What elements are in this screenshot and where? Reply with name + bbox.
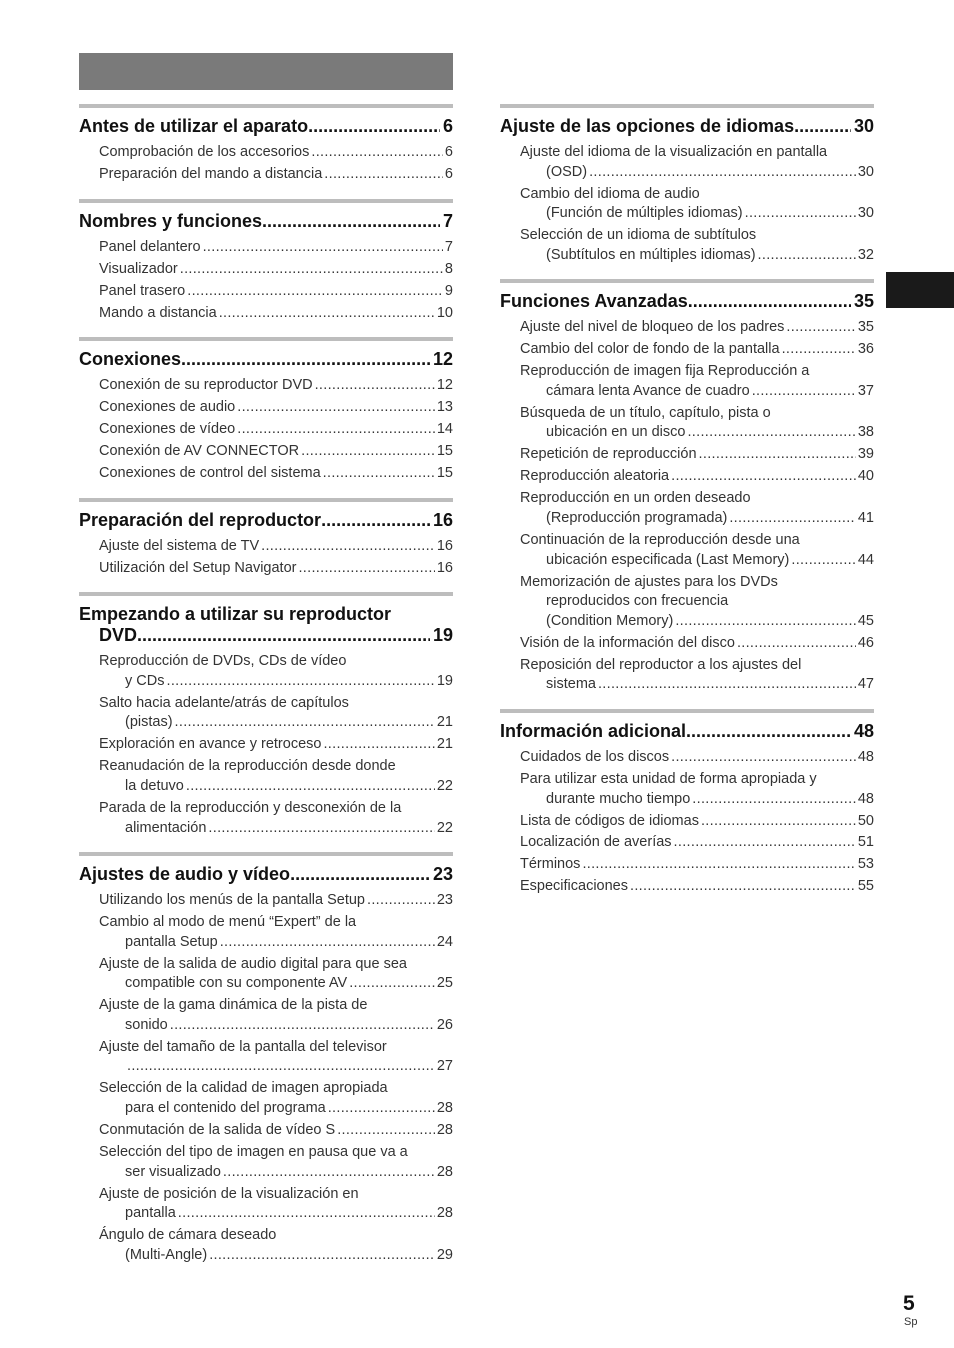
entry-title-continued	[99, 713, 453, 733]
toc-entry[interactable]	[500, 467, 874, 487]
toc-entry[interactable]	[79, 1143, 453, 1182]
entry-title-line: reproducidos con frecuencia	[546, 593, 729, 610]
entry-title-continued	[520, 612, 874, 632]
entry-title-line: ubicación en un disco	[546, 424, 686, 441]
toc-entry[interactable]	[500, 318, 874, 338]
entry-page: 25	[436, 975, 453, 992]
entry-title: Comprobación de los accesorios	[99, 144, 310, 160]
entry-page: 28	[436, 1163, 453, 1180]
entry-page: 23	[436, 892, 453, 909]
entry-title: Localización de averías	[520, 834, 672, 851]
entry-title: Ajuste de la salida de audio digital para que sea	[99, 955, 407, 972]
dot-leader	[262, 211, 440, 232]
toc-entry[interactable]	[500, 573, 874, 632]
entry-title-continued	[99, 1016, 453, 1036]
entry-title: Para utilizar esta unidad de forma apropiada y	[520, 770, 817, 787]
entry-title-continued	[99, 1057, 453, 1077]
toc-entry[interactable]	[500, 445, 874, 465]
entry-title: Cuidados de los discos	[520, 748, 670, 765]
toc-entry[interactable]	[500, 340, 874, 360]
toc-entry[interactable]	[79, 376, 453, 396]
entry-title: Utilización del Setup Navigator	[99, 559, 297, 576]
entry-title: Ajuste del idioma de la visualización en pantalla	[520, 144, 828, 160]
entry-page: 44	[857, 551, 874, 568]
toc-entry[interactable]	[79, 1038, 453, 1077]
entry-title: Cambio del color de fondo de la pantalla	[520, 341, 780, 358]
entry-title: Repetición de reproducción	[520, 446, 697, 463]
toc-entry[interactable]	[500, 877, 874, 897]
dot-leader	[178, 1204, 435, 1224]
entry-title: Visualizador	[99, 260, 178, 277]
entry-page: 53	[857, 856, 874, 873]
entry-page: 7	[444, 238, 453, 255]
dot-leader	[208, 819, 434, 839]
toc-section	[500, 104, 874, 265]
entry-title: Utilizando los menús de la pantalla Setup	[99, 892, 365, 909]
toc-section	[500, 709, 874, 897]
entry-title-continued	[99, 819, 453, 839]
dot-leader	[166, 672, 434, 692]
entry-title-continued	[520, 592, 874, 612]
entry-page: 50	[857, 812, 874, 829]
section-heading[interactable]	[500, 721, 874, 742]
toc-section	[79, 592, 453, 838]
entry-title-continued	[99, 1204, 453, 1224]
dot-leader	[337, 1121, 435, 1141]
toc-section	[79, 852, 453, 1265]
section-heading[interactable]	[79, 604, 453, 646]
entry-page: 32	[857, 246, 874, 263]
section-page: 23	[432, 864, 453, 885]
entry-page: 14	[436, 421, 453, 438]
entry-page: 6	[444, 144, 453, 160]
entry-title: Ajuste del sistema de TV	[99, 537, 260, 554]
entry-title-line: (Función de múltiples idiomas)	[546, 205, 743, 222]
dot-leader	[261, 537, 435, 557]
entry-title-line: sistema	[546, 676, 596, 693]
page-number: 5	[903, 1292, 915, 1315]
dot-leader	[794, 116, 851, 137]
toc-entry[interactable]	[79, 143, 453, 163]
entry-title: Ajuste de posición de la visualización en	[99, 1185, 359, 1202]
entry-title: Búsqueda de un título, capítulo, pista o	[520, 404, 771, 421]
dot-leader	[671, 748, 856, 768]
dot-leader	[589, 163, 856, 183]
toc-entry[interactable]	[79, 913, 453, 952]
entry-title-line: (Multi-Angle)	[125, 1246, 208, 1263]
entry-title-continued	[99, 933, 453, 953]
toc-entry[interactable]	[79, 891, 453, 911]
entry-page: 37	[857, 382, 874, 399]
dot-leader	[203, 238, 443, 258]
section-page: 16	[432, 509, 453, 530]
entry-page: 16	[436, 559, 453, 576]
entry-page: 45	[857, 612, 874, 629]
section-heading[interactable]	[79, 116, 453, 137]
section-heading[interactable]	[79, 864, 453, 885]
toc-entry[interactable]	[79, 464, 453, 484]
toc-entry[interactable]	[79, 1121, 453, 1141]
section-title: Antes de utilizar el aparato	[79, 116, 309, 136]
entry-title-line: (pistas)	[125, 714, 173, 731]
section-page: 6	[442, 116, 453, 136]
dot-leader	[321, 510, 430, 531]
entry-title-line: (Subtítulos en múltiples idiomas)	[546, 246, 756, 263]
section-page: 30	[853, 116, 874, 136]
entry-title: Ajuste del nivel de bloqueo de los padres	[520, 319, 785, 336]
dot-leader	[323, 464, 435, 484]
dot-leader	[745, 204, 856, 224]
entry-title: Reproducción de imagen fija Reproducción a	[520, 363, 810, 380]
entry-page: 24	[436, 933, 453, 950]
entry-title: Cambio del idioma de audio	[520, 185, 700, 202]
toc-right-column	[500, 104, 874, 911]
toc-entry[interactable]	[500, 855, 874, 875]
entry-title-line: la detuvo	[125, 777, 184, 794]
toc-section	[79, 498, 453, 579]
dot-leader	[630, 877, 856, 897]
dot-leader	[187, 282, 443, 302]
entry-page: 40	[857, 468, 874, 485]
dot-leader	[308, 116, 440, 137]
section-heading[interactable]	[500, 291, 874, 312]
section-title-tail: DVD	[99, 625, 138, 646]
entry-title-line: y CDs	[125, 672, 165, 689]
entry-page: 35	[857, 319, 874, 336]
dot-leader	[170, 1016, 435, 1036]
entry-page: 38	[857, 424, 874, 441]
entry-page: 13	[436, 399, 453, 416]
toc-entry[interactable]	[500, 362, 874, 401]
entry-title: Visión de la información del disco	[520, 634, 735, 651]
toc-entry[interactable]	[79, 694, 453, 733]
dot-leader	[582, 855, 855, 875]
toc-section	[500, 279, 874, 695]
toc-entry[interactable]	[79, 996, 453, 1035]
entry-title-line: alimentación	[125, 819, 207, 836]
entry-title: Conexión de AV CONNECTOR	[99, 443, 300, 460]
dot-leader	[598, 675, 856, 695]
toc-entry[interactable]	[500, 185, 874, 224]
section-page: 19	[432, 625, 453, 646]
section-title: Empezando a utilizar su reproductor	[79, 604, 392, 625]
entry-page: 22	[436, 819, 453, 836]
dot-leader	[290, 864, 430, 885]
entry-title: Conexiones de control del sistema	[99, 465, 321, 482]
entry-title-continued	[99, 777, 453, 797]
entry-title-line: pantalla	[125, 1205, 176, 1222]
toc-entry[interactable]	[79, 1185, 453, 1224]
header-bar	[79, 53, 453, 90]
section-title: Preparación del reproductor	[79, 509, 322, 530]
entry-title: Preparación del mando a distancia	[99, 165, 323, 182]
entry-title-line: ubicación especificada (Last Memory)	[546, 551, 790, 568]
toc-entry[interactable]	[500, 833, 874, 853]
section-page: 12	[432, 349, 453, 370]
dot-leader	[180, 260, 443, 280]
dot-leader	[301, 442, 435, 462]
toc-entry[interactable]	[500, 404, 874, 443]
entry-page: 21	[436, 714, 453, 731]
section-title: Ajustes de audio y vídeo	[79, 864, 291, 885]
dot-leader	[137, 625, 430, 646]
dot-leader	[237, 398, 435, 418]
dot-leader	[686, 721, 851, 742]
entry-title: Continuación de la reproducción desde una	[520, 532, 800, 549]
dot-leader	[674, 833, 856, 853]
entry-title-line: para el contenido del programa	[125, 1100, 326, 1117]
entry-page: 16	[436, 537, 453, 554]
entry-title-continued	[520, 163, 874, 183]
entry-title-continued	[520, 246, 874, 266]
entry-page: 27	[436, 1058, 453, 1075]
toc-entry[interactable]	[500, 656, 874, 695]
toc-entry[interactable]	[500, 634, 874, 654]
dot-leader	[752, 382, 856, 402]
entry-title: Conexión de su reproductor DVD	[99, 377, 313, 394]
entry-title: Conexiones de audio	[99, 399, 236, 416]
entry-title-line: cámara lenta Avance de cuadro	[546, 382, 750, 399]
dot-leader	[786, 318, 855, 338]
toc-entry[interactable]	[79, 442, 453, 462]
dot-leader	[237, 420, 435, 440]
entry-title-continued	[99, 1163, 453, 1183]
section-title: Nombres y funciones	[79, 210, 263, 231]
dot-leader	[349, 974, 435, 994]
entry-title: Parada de la reproducción y desconexión de la	[99, 799, 402, 816]
entry-title: Exploración en avance y retroceso	[99, 736, 322, 753]
section-heading[interactable]	[79, 211, 453, 232]
toc-entry[interactable]	[500, 770, 874, 809]
toc-entry[interactable]	[79, 1226, 453, 1265]
section-title: Ajuste de las opciones de idiomas	[500, 116, 795, 136]
section-page: 7	[442, 210, 453, 231]
entry-page: 51	[857, 834, 874, 851]
toc-entry[interactable]	[500, 812, 874, 832]
entry-title-line: (OSD)	[546, 163, 588, 180]
section-title: Conexiones	[79, 349, 182, 370]
toc-entry[interactable]	[500, 748, 874, 768]
entry-title: Reproducción de DVDs, CDs de vídeo	[99, 653, 347, 670]
entry-page: 41	[857, 510, 874, 527]
toc-entry[interactable]	[79, 1079, 453, 1118]
toc-section	[79, 337, 453, 484]
entry-title-continued	[520, 509, 874, 529]
section-title-continued	[79, 625, 453, 646]
toc-section	[79, 104, 453, 185]
dot-leader	[328, 1099, 435, 1119]
entry-title: Ajuste del tamaño de la pantalla del televisor	[99, 1038, 387, 1055]
dot-leader	[701, 812, 856, 832]
toc-entry[interactable]	[79, 537, 453, 557]
toc-entry[interactable]	[500, 226, 874, 265]
entry-title-continued	[520, 551, 874, 571]
entry-title: Cambio al modo de menú “Expert” de la	[99, 914, 357, 931]
entry-title: Panel delantero	[99, 238, 201, 255]
entry-page: 15	[436, 443, 453, 460]
toc-entry[interactable]	[500, 531, 874, 570]
toc-entry[interactable]	[79, 735, 453, 755]
toc-entry[interactable]	[79, 165, 453, 185]
entry-page: 36	[857, 341, 874, 358]
entry-title: Selección de la calidad de imagen apropiada	[99, 1080, 388, 1097]
section-page: 48	[853, 720, 874, 741]
dot-leader	[324, 165, 443, 185]
toc-entry[interactable]	[79, 757, 453, 796]
dot-leader	[758, 246, 856, 266]
entry-page: 29	[436, 1246, 453, 1263]
entry-page: 19	[436, 672, 453, 689]
dot-leader	[729, 509, 856, 529]
entry-page: 9	[444, 282, 453, 299]
entry-page: 48	[857, 790, 874, 807]
toc-entry[interactable]	[79, 955, 453, 994]
entry-page: 21	[436, 736, 453, 753]
entry-title-line: compatible con su componente AV	[125, 975, 348, 992]
entry-title-continued	[520, 790, 874, 810]
entry-title: Ángulo de cámara deseado	[99, 1227, 277, 1244]
toc-section	[79, 199, 453, 324]
entry-title-continued	[99, 974, 453, 994]
dot-leader	[223, 1163, 435, 1183]
toc-entry[interactable]	[79, 238, 453, 258]
entry-title: Términos	[520, 856, 581, 873]
entry-title: Conmutación de la salida de vídeo S	[99, 1122, 336, 1139]
toc-entry[interactable]	[79, 304, 453, 324]
dot-leader	[127, 1057, 435, 1077]
section-heading[interactable]	[500, 116, 874, 137]
dot-leader	[675, 612, 856, 632]
toc-entry[interactable]	[500, 489, 874, 528]
entry-title-line: ser visualizado	[125, 1163, 221, 1180]
entry-title-continued	[99, 1099, 453, 1119]
entry-title: Mando a distancia	[99, 304, 217, 321]
entry-page: 48	[857, 748, 874, 765]
entry-title-line: durante mucho tiempo	[546, 790, 691, 807]
dot-leader	[219, 304, 435, 324]
entry-title: Memorización de ajustes para los DVDs	[520, 573, 778, 590]
dot-leader	[311, 143, 443, 163]
entry-title: Panel trasero	[99, 282, 186, 299]
entry-page: 6	[444, 165, 453, 182]
section-heading[interactable]	[79, 349, 453, 370]
entry-title-line: pantalla Setup	[125, 933, 218, 950]
entry-page: 26	[436, 1016, 453, 1033]
entry-title: Reposición del reproductor a los ajustes del	[520, 656, 802, 673]
entry-title-continued	[520, 382, 874, 402]
toc-entry[interactable]	[79, 398, 453, 418]
toc-entry[interactable]	[79, 420, 453, 440]
toc-entry[interactable]	[79, 652, 453, 691]
dot-leader	[315, 376, 435, 396]
dot-leader	[367, 891, 435, 911]
entry-page: 30	[857, 163, 874, 180]
section-tab-marker	[886, 272, 954, 308]
entry-title-line: (Condition Memory)	[546, 612, 674, 629]
entry-page: 47	[857, 676, 874, 693]
toc-entry[interactable]	[79, 559, 453, 579]
dot-leader	[688, 291, 851, 312]
toc-entry[interactable]	[79, 260, 453, 280]
entry-page: 46	[857, 634, 874, 651]
toc-entry[interactable]	[79, 282, 453, 302]
entry-title: Reanudación de la reproducción desde donde	[99, 758, 396, 775]
entry-title-continued	[520, 675, 874, 695]
dot-leader	[186, 777, 435, 797]
section-page: 35	[853, 291, 874, 312]
dot-leader	[692, 790, 856, 810]
section-title: Funciones Avanzadas	[500, 291, 688, 312]
entry-page: 8	[444, 260, 453, 277]
entry-title-continued	[99, 672, 453, 692]
dot-leader	[209, 1246, 435, 1266]
dot-leader	[298, 559, 434, 579]
entry-page: 28	[436, 1205, 453, 1222]
section-title: Información adicional	[500, 720, 687, 741]
entry-title-continued	[99, 1246, 453, 1266]
entry-title: Selección del tipo de imagen en pausa que va a	[99, 1144, 408, 1160]
entry-title: Selección de un idioma de subtítulos	[520, 227, 757, 244]
entry-page: 15	[436, 465, 453, 482]
entry-page: 39	[857, 446, 874, 463]
section-heading[interactable]	[79, 510, 453, 531]
entry-title-continued	[520, 423, 874, 443]
dot-leader	[699, 445, 856, 465]
entry-title: Lista de códigos de idiomas	[520, 812, 699, 829]
entry-title: Reproducción aleatoria	[520, 468, 670, 485]
page-language-code: Sp	[904, 1316, 918, 1328]
entry-page: 12	[436, 377, 453, 394]
toc-entry[interactable]	[500, 143, 874, 182]
entry-page: 55	[857, 878, 874, 895]
entry-title-line: (Reproducción programada)	[546, 510, 728, 527]
dot-leader	[323, 735, 434, 755]
dot-leader	[687, 423, 855, 443]
dot-leader	[791, 551, 855, 571]
entry-page: 22	[436, 777, 453, 794]
dot-leader	[737, 634, 856, 654]
dot-leader	[175, 713, 435, 733]
dot-leader	[181, 349, 430, 370]
dot-leader	[220, 933, 435, 953]
entry-title: Reproducción en un orden deseado	[520, 490, 751, 507]
toc-entry[interactable]	[79, 799, 453, 838]
entry-title: Conexiones de vídeo	[99, 421, 236, 438]
entry-page: 28	[436, 1122, 453, 1139]
entry-page: 28	[436, 1100, 453, 1117]
toc-left-column	[79, 104, 453, 1279]
entry-title: Ajuste de la gama dinámica de la pista de	[99, 997, 368, 1014]
entry-page: 30	[857, 205, 874, 222]
entry-title: Especificaciones	[520, 878, 628, 895]
entry-title-continued	[520, 204, 874, 224]
entry-title-line: sonido	[125, 1016, 168, 1033]
entry-title: Salto hacia adelante/atrás de capítulos	[99, 694, 349, 711]
entry-page: 10	[436, 304, 453, 321]
dot-leader	[782, 340, 856, 360]
dot-leader	[671, 467, 856, 487]
